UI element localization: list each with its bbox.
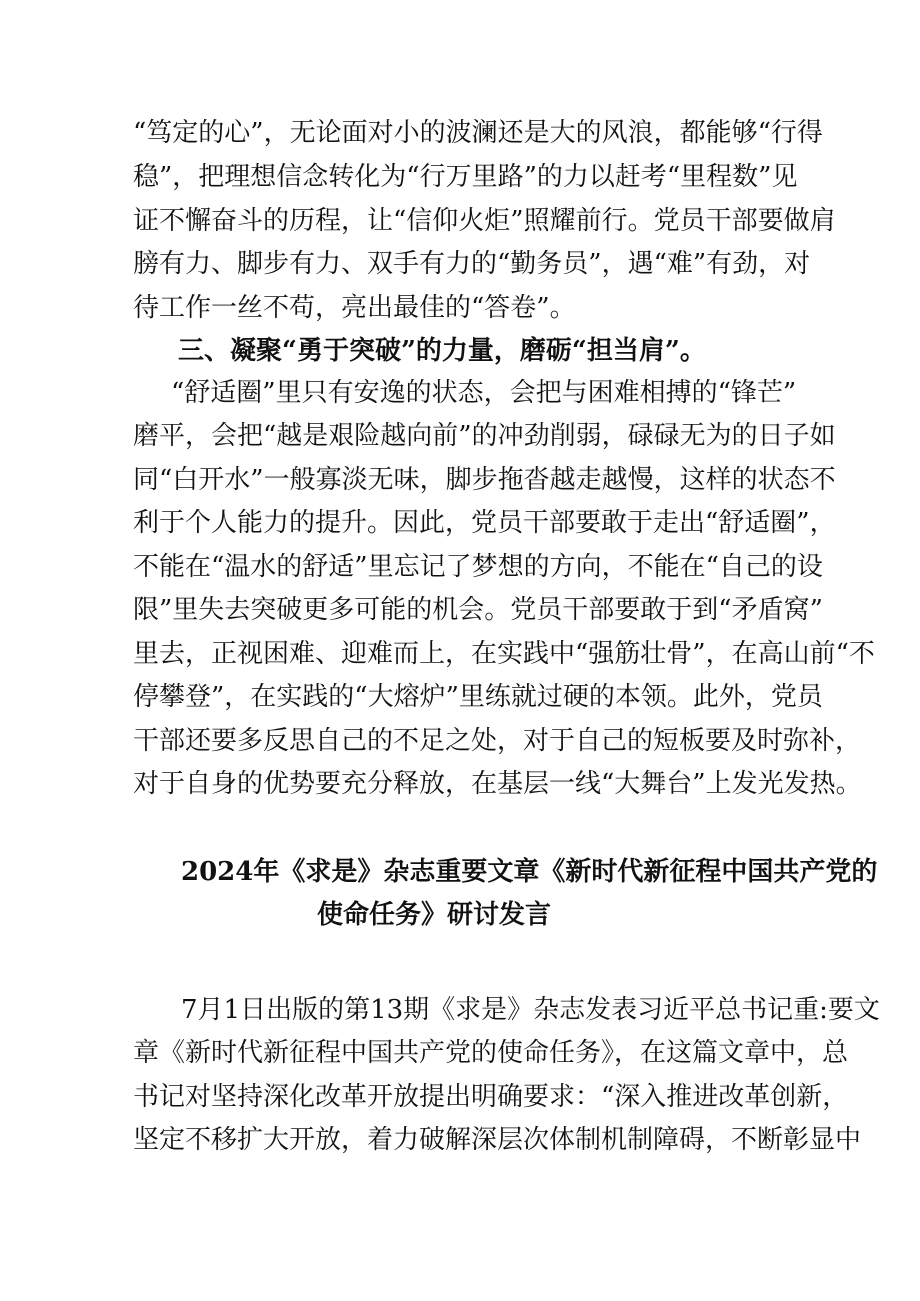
article-title-line2: 使命任务》研讨发言 (317, 900, 552, 930)
paragraph-line: 膀有力、脚步有力、双手有力的“勤务员”，遇“难”有劲，对 (133, 249, 811, 279)
paragraph-line: 对于自身的优势要充分释放，在基层一线“大舞台”上发光发热。 (133, 769, 862, 799)
paragraph-line: 限”里失去突破更多可能的机会。党员干部要敢于到“矛盾窝” (133, 595, 823, 625)
paragraph-line: 磨平，会把“越是艰险越向前”的冲劲削弱，碌碌无为的日子如 (133, 421, 836, 451)
paragraph-line: 7月1日出版的第13期《求是》杂志发表习近平总书记重:要文 (181, 995, 880, 1025)
paragraph-line: 干部还要多反思自己的不足之处，对于自己的短板要及时弥补， (133, 726, 862, 756)
paragraph-line: 稳”，把理想信念转化为“行万里路”的力以赶考“里程数”见 (133, 162, 798, 192)
article-title-line1: 2024年《求是》杂志重要文章《新时代新征程中国共产党的 (181, 857, 878, 887)
paragraph-line: “舒适圈”里只有安逸的状态，会把与困难相搏的“锋芒” (171, 378, 797, 408)
paragraph-line: 停攀登”，在实践的“大熔炉”里练就过硬的本领。此外，党员 (133, 682, 823, 712)
paragraph-line: “笃定的心”，无论面对小的波澜还是大的风浪，都能够“行得 (133, 118, 823, 148)
paragraph-line: 章《新时代新征程中国共产党的使命任务》，在这篇文章中，总 (133, 1038, 849, 1068)
paragraph-line: 坚定不移扩大开放，着力破解深层次体制机制障碍，不断彰显中 (133, 1125, 862, 1155)
paragraph-line: 里去，正视困难、迎难而上，在实践中“强筋壮骨”，在高山前“不 (133, 639, 875, 669)
section-heading: 三、凝聚“勇于突破”的力量，磨砺“担当肩”。 (178, 336, 706, 366)
paragraph-line: 利于个人能力的提升。因此，党员干部要敢于走出“舒适圈”， (133, 508, 836, 538)
paragraph-line: 证不懈奋斗的历程，让“信仰火炬”照耀前行。党员干部要做肩 (133, 206, 836, 236)
paragraph-line: 书记对坚持深化改革开放提出明确要求：“深入推进改革创新， (133, 1082, 849, 1112)
paragraph-line: 不能在“温水的舒适”里忘记了梦想的方向，不能在“自己的设 (133, 552, 823, 582)
paragraph-line: 同“白开水”一般寡淡无味，脚步拖沓越走越慢，这样的状态不 (133, 465, 836, 495)
paragraph-line: 待工作一丝不苟，亮出最佳的“答卷”。 (133, 293, 576, 323)
